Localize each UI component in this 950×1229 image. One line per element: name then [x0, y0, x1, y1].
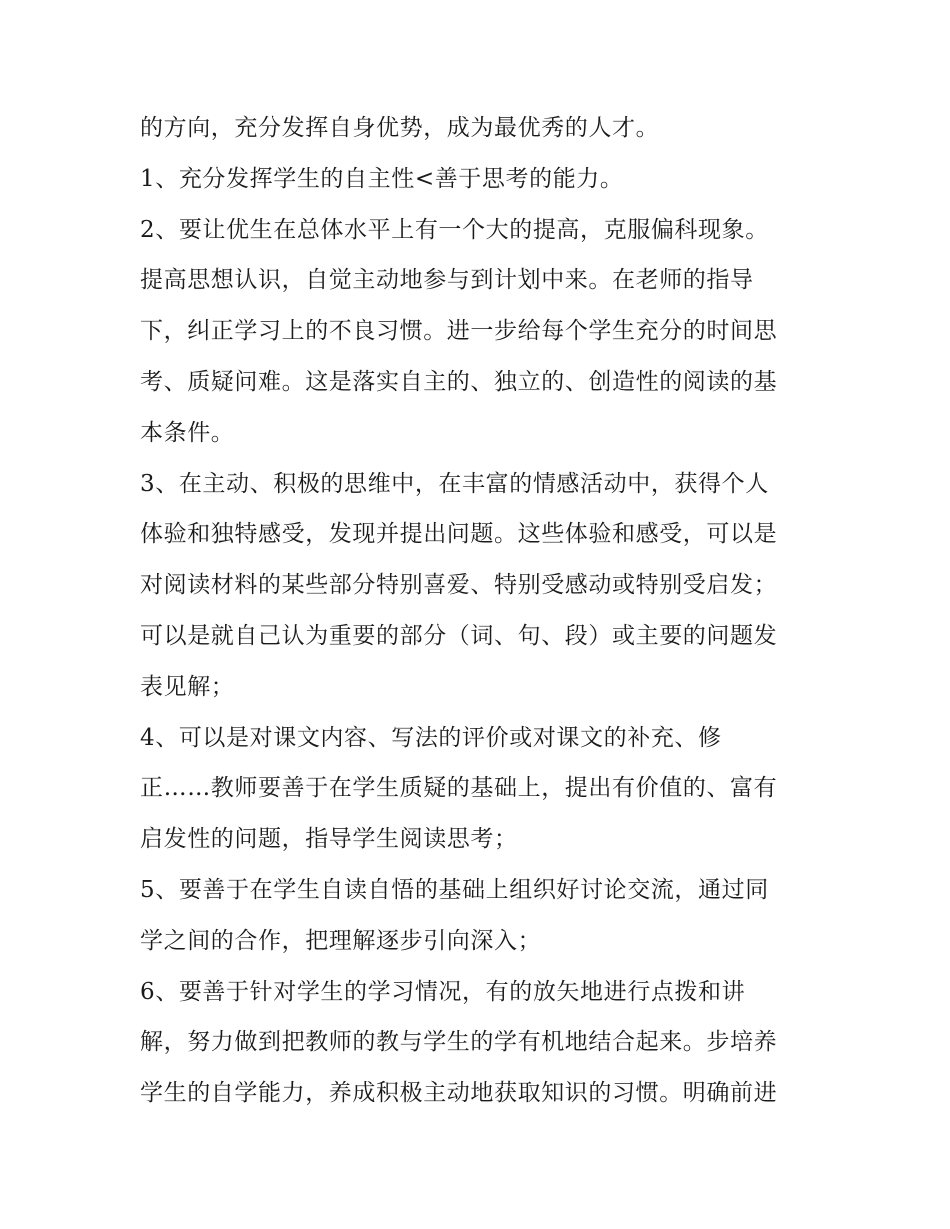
text-line: 下，纠正学习上的不良习惯。进一步给每个学生充分的时间思	[140, 318, 778, 345]
text-line: 1、充分发挥学生的自主性<善于思考的能力。	[140, 165, 624, 192]
text-line: 提高思想认识，自觉主动地参与到计划中来。在老师的指导	[140, 267, 754, 294]
text-line: 6、要善于针对学生的学习情况，有的放矢地进行点拨和讲	[140, 978, 746, 1005]
text-line: 考、质疑问难。这是落实自主的、独立的、创造性的阅读的基	[140, 368, 778, 395]
text-line: 的方向，充分发挥自身优势，成为最优秀的人才。	[140, 115, 660, 141]
text-line: 可以是就自己认为重要的部分（词、句、段）或主要的问题发	[140, 622, 778, 649]
text-line: 2、要让优生在总体水平上有一个大的提高，克服偏科现象。	[140, 216, 769, 243]
text-line: 本条件。	[140, 419, 235, 446]
text-line: 正……教师要善于在学生质疑的基础上，提出有价值的、富有	[140, 775, 778, 802]
text-line: 学之间的合作，把理解逐步引向深入；	[140, 927, 542, 954]
text-line: 对阅读材料的某些部分特别喜爱、特别受感动或特别受启发；	[140, 572, 778, 599]
text-line: 启发性的问题，指导学生阅读思考；	[140, 826, 518, 853]
text-line: 3、在主动、积极的思维中，在丰富的情感活动中，获得个人	[140, 470, 769, 497]
text-line: 4、可以是对课文内容、写法的评价或对课文的补充、修	[140, 724, 722, 751]
text-line: 学生的自学能力，养成积极主动地获取知识的习惯。明确前进	[140, 1080, 778, 1107]
text-line: 表见解；	[140, 673, 235, 700]
text-line: 解，努力做到把教师的教与学生的学有机地结合起来。步培养	[140, 1029, 778, 1056]
text-line: 体验和独特感受，发现并提出问题。这些体验和感受，可以是	[140, 521, 778, 548]
document-body	[140, 108, 830, 1124]
text-line: 5、要善于在学生自读自悟的基础上组织好讨论交流，通过同	[140, 876, 769, 903]
